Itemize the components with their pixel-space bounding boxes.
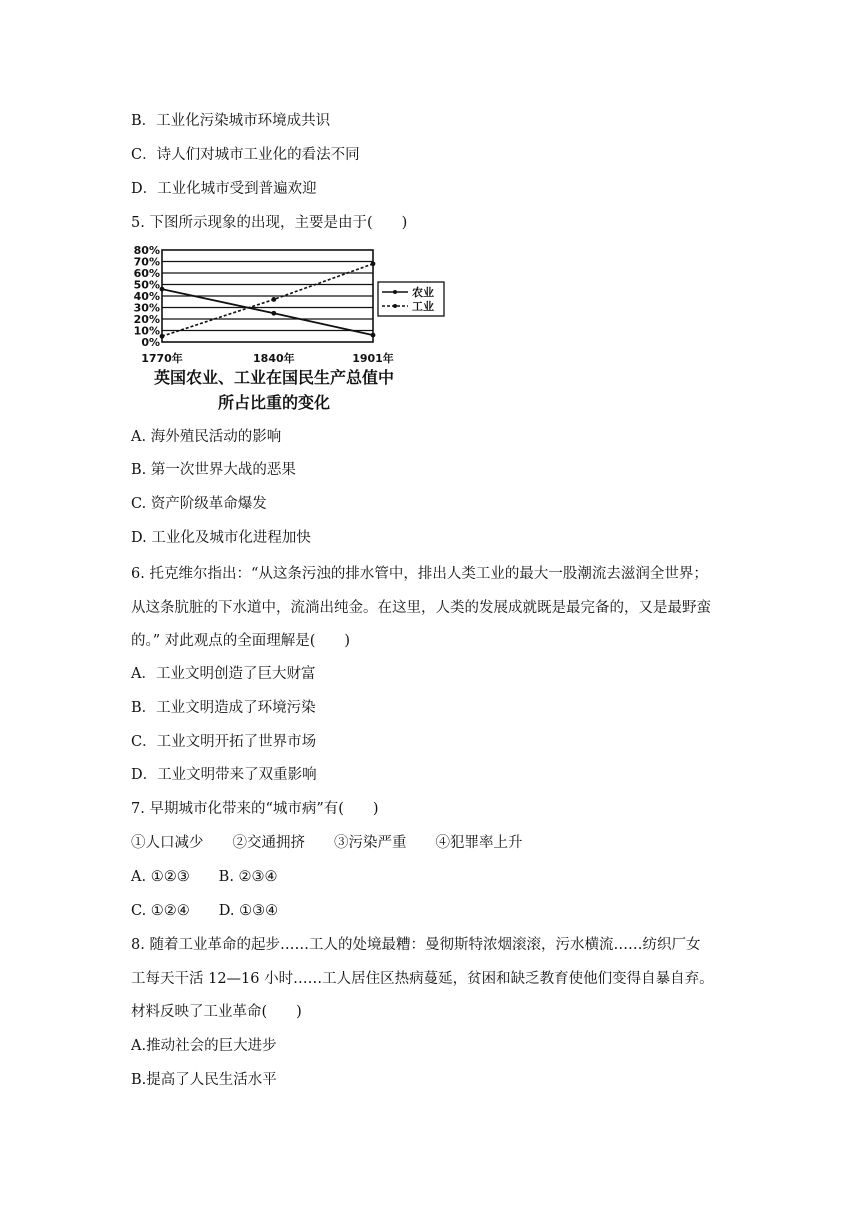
question-6-line3: 的。” 对此观点的全面理解是( )	[131, 633, 351, 649]
chart-title-line2: 所占比重的变化	[217, 393, 331, 412]
question-6-line2: 从这条肮脏的下水道中，流淌出纯金。在这里，人类的发展成就既是最完备的，又是最野蛮	[131, 600, 711, 616]
q7-options-ab: A. ①②③ B. ②③④	[131, 869, 278, 885]
q5-option-a: A. 海外殖民活动的影响	[131, 429, 282, 445]
data-point	[371, 261, 376, 266]
q5-option-b: B. 第一次世界大战的恶果	[131, 462, 296, 478]
x-tick-label: 1840年	[253, 352, 295, 365]
q6-option-a: A．工业文明创造了巨大财富	[131, 666, 316, 682]
q7-items: ①人口减少 ②交通拥挤 ③污染严重 ④犯罪率上升	[131, 835, 523, 851]
option-b: B．工业化污染城市环境成共识	[131, 113, 331, 129]
series-line-industry	[162, 264, 373, 336]
data-point	[271, 311, 276, 316]
legend-box	[378, 282, 444, 316]
x-tick-label: 1770年	[141, 352, 183, 365]
y-tick-label: 30%	[133, 301, 160, 315]
question-7: 7. 早期城市化带来的“城市病”有( )	[131, 801, 379, 817]
y-tick-label: 80%	[133, 244, 160, 257]
chart-agriculture-industry	[126, 240, 456, 418]
question-8-line2: 工每天干活 12—16 小时……工人居住区热病蔓延，贫困和缺乏教育使他们变得自暴自弃。	[131, 971, 714, 987]
y-tick-label: 0%	[141, 336, 160, 349]
q8-option-a: A.推动社会的巨大进步	[131, 1038, 277, 1054]
q7-options-cd: C. ①②④ D. ①③④	[131, 903, 279, 919]
y-tick-label: 10%	[133, 324, 160, 338]
legend-marker	[393, 290, 397, 294]
x-tick-label: 1901年	[352, 352, 394, 365]
q6-option-b: B．工业文明造成了环境污染	[131, 700, 316, 716]
legend-label: 工业	[412, 300, 434, 313]
option-d: D．工业化城市受到普遍欢迎	[131, 181, 317, 197]
data-point	[160, 334, 165, 339]
chart-title-line1: 英国农业、工业在国民生产总值中	[153, 368, 395, 387]
q5-option-c: C. 资产阶级革命爆发	[131, 496, 267, 512]
legend-marker	[393, 304, 397, 308]
question-6-line1: 6. 托克维尔指出：“从这条污浊的排水管中，排出人类工业的最大一股潮流去滋润全世界；	[131, 566, 708, 582]
y-tick-label: 20%	[133, 313, 160, 326]
q8-option-b: B.提高了人民生活水平	[131, 1072, 277, 1088]
question-8-line1: 8. 随着工业革命的起步……工人的处境最糟：曼彻斯特浓烟滚滚，污水横流……纺织厂女	[131, 937, 701, 953]
legend-label: 农业	[412, 286, 434, 299]
y-tick-label: 40%	[133, 290, 160, 303]
q6-option-c: C．工业文明开拓了世界市场	[131, 734, 317, 750]
question-8-line3: 材料反映了工业革命( )	[131, 1004, 302, 1020]
data-point	[160, 287, 165, 292]
y-tick-label: 60%	[133, 267, 160, 280]
data-point	[371, 333, 376, 338]
q5-option-d: D. 工业化及城市化进程加快	[131, 530, 311, 546]
q6-option-d: D．工业文明带来了双重影响	[131, 767, 317, 783]
data-point	[271, 297, 276, 302]
question-5: 5. 下图所示现象的出现，主要是由于( )	[131, 215, 408, 231]
option-c: C．诗人们对城市工业化的看法不同	[131, 147, 360, 163]
y-tick-label: 70%	[133, 255, 160, 269]
y-tick-label: 50%	[133, 278, 160, 292]
